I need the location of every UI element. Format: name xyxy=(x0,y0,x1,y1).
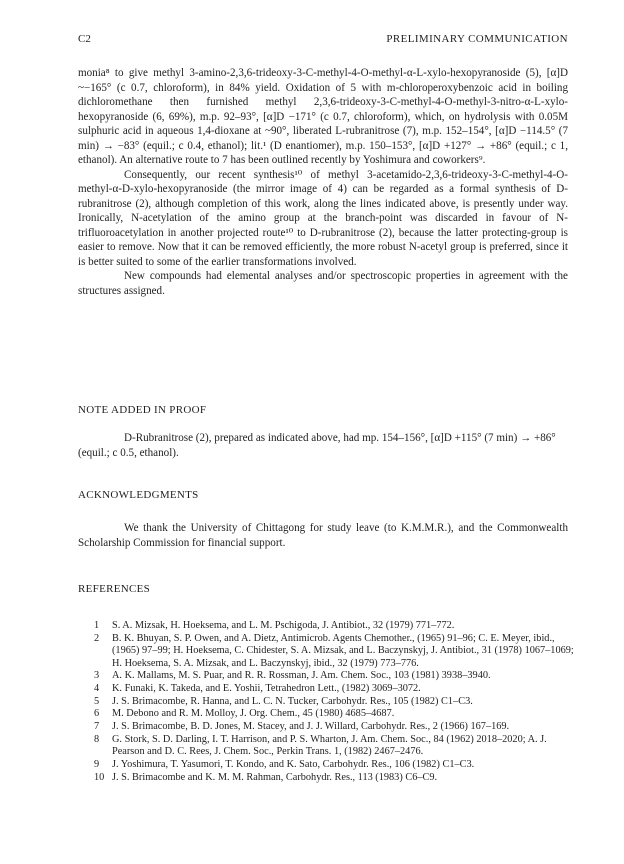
reference-item xyxy=(78,696,578,708)
reference-text: M. Debono and R. M. Molloy, J. Org. Chem., 45 (1980) 4685–4687. xyxy=(112,708,395,720)
reference-list xyxy=(78,620,578,784)
reference-item xyxy=(78,683,578,695)
reference-text: B. K. Bhuyan, S. P. Owen, and A. Dietz, Antimicrob. Agents Chemother., (1965) 91–96; C. E. Meyer, ibid., (1965) 97–99; H. Hoeksema, C. Chidester, S. A. Mizsak, and L. Baczynskyj, J. Antibiot., 31 (1978) 1067–1069; H. Hoeksema, S. A. Mizsak, and L. Baczynskyj, ibid., 32 (1979) 773–776. xyxy=(112,632,574,669)
reference-text: J. Yoshimura, T. Yasumori, T. Kondo, and K. Sato, Carbohydr. Res., 106 (1982) C1–C3. xyxy=(112,758,475,770)
reference-item xyxy=(78,772,578,784)
reference-item xyxy=(78,721,578,733)
reference-number: 1 xyxy=(94,620,100,631)
body-text xyxy=(78,66,568,298)
acknowledgments-heading: ACKNOWLEDGMENTS xyxy=(78,489,199,501)
reference-text: G. Stork, S. D. Darling, I. T. Harrison, and P. S. Wharton, J. Am. Chem. Soc., 84 (1962) 2018–2020; A. J. Pearson and D. C. Rees, J. Chem. Soc., Perkin Trans. 1, (1982) 2467–2476. xyxy=(112,733,547,758)
paragraph-new-compounds: New compounds had elemental analyses and/or spectroscopic properties in agreement with the structures assigned. xyxy=(78,270,568,297)
reference-item xyxy=(78,633,578,670)
reference-number: 8 xyxy=(94,733,100,745)
references-heading: REFERENCES xyxy=(78,583,151,595)
reference-text: A. K. Mallams, M. S. Puar, and R. R. Rossman, J. Am. Chem. Soc., 103 (1981) 3938–3940. xyxy=(112,670,491,682)
reference-text: J. S. Brimacombe and K. M. M. Rahman, Carbohydr. Res., 113 (1983) C6–C9. xyxy=(112,771,438,783)
paragraph-continuation: monia⁸ to give methyl 3-amino-2,3,6-trideoxy-3-C-methyl-4-O-methyl-α-L-xylo-hexopyranoside (5), [α]D ~−165° (c 0.7, chloroform), in 84% yield. Oxidation of 5 with m-chloroperoxybenzoic acid in boiling dichloromethane then furnished methyl 2,3,6-trideoxy-3-C-methyl-4-O-methyl-3-nitro-α-L-xylo-hexopyranoside (6, 69%), m.p. 92–93°, [α]D −171° (c 0.7, chloroform), which, on hydrolysis with 0.05M sulphuric acid in aqueous 1,4-dioxane at ~90°, liberated L-rubranitrose (7), m.p. 152–154°, [α]D −114.5° (7 min) → −83° (equil.; c 0.4, ethanol); lit.¹ (D enantiomer), m.p. 150–153°, [α]D +127° → +86° (equil.; c 1, ethanol). An alternative route to 7 has been outlined recently by Yoshimura and coworkers⁹. xyxy=(78,67,568,166)
reference-text: S. A. Mizsak, H. Hoeksema, and L. M. Pschigoda, J. Antibiot., 32 (1979) 771–772. xyxy=(112,620,455,631)
reference-item xyxy=(78,708,578,720)
reference-number: 2 xyxy=(94,632,100,644)
reference-item xyxy=(78,734,578,759)
reference-number: 5 xyxy=(94,695,100,707)
note-heading: NOTE ADDED IN PROOF xyxy=(78,404,207,416)
reference-text: K. Funaki, K. Takeda, and E. Yoshii, Tetrahedron Lett., (1982) 3069–3072. xyxy=(112,682,421,694)
reference-number: 10 xyxy=(94,771,105,783)
reference-item xyxy=(78,620,578,632)
reference-number: 9 xyxy=(94,758,100,770)
reference-number: 7 xyxy=(94,721,100,733)
reference-number: 4 xyxy=(94,682,100,694)
page-number: C2 xyxy=(78,33,91,45)
reference-number: 3 xyxy=(94,670,100,682)
reference-text: J. S. Brimacombe, R. Hanna, and L. C. N. Tucker, Carbohydr. Res., 105 (1982) C1–C3. xyxy=(112,695,473,707)
paragraph-consequently: Consequently, our recent synthesis¹⁰ of methyl 3-acetamido-2,3,6-trideoxy-3-C-methyl-4-O-methyl-α-D-xylo-hexopyranoside (the mirror image of 4) can be regarded as a formal synthesis of D-rubranitrose (2), although completion of this work, along the lines indicated above, is presently under way. Ironically, N-acetylation of the amino group at the branch-point was discarded in favour of N-trifluoroacetylation in another projected route¹⁰ to D-rubranitrose (2), because the latter protecting-group is easier to remove. Now that it can be removed efficiently, the more robust N-acetyl group is preferred, since it is better suited to some of the earlier transformations involved. xyxy=(78,168,568,268)
acknowledgments-text: We thank the University of Chittagong for study leave (to K.M.M.R.), and the Commonwealth Scholarship Commission for financial support. xyxy=(78,522,568,549)
reference-text: J. S. Brimacombe, B. D. Jones, M. Stacey, and J. J. Willard, Carbohydr. Res., 2 (1966) 167–169. xyxy=(112,721,510,733)
reference-number: 6 xyxy=(94,708,100,720)
note-text: D-Rubranitrose (2), prepared as indicated above, had mp. 154–156°, [α]D +115° (7 min) → +86° (equil.; c 0.5, ethanol). xyxy=(78,432,556,459)
running-title: PRELIMINARY COMMUNICATION xyxy=(386,33,568,45)
reference-item xyxy=(78,759,578,771)
reference-item xyxy=(78,670,578,682)
